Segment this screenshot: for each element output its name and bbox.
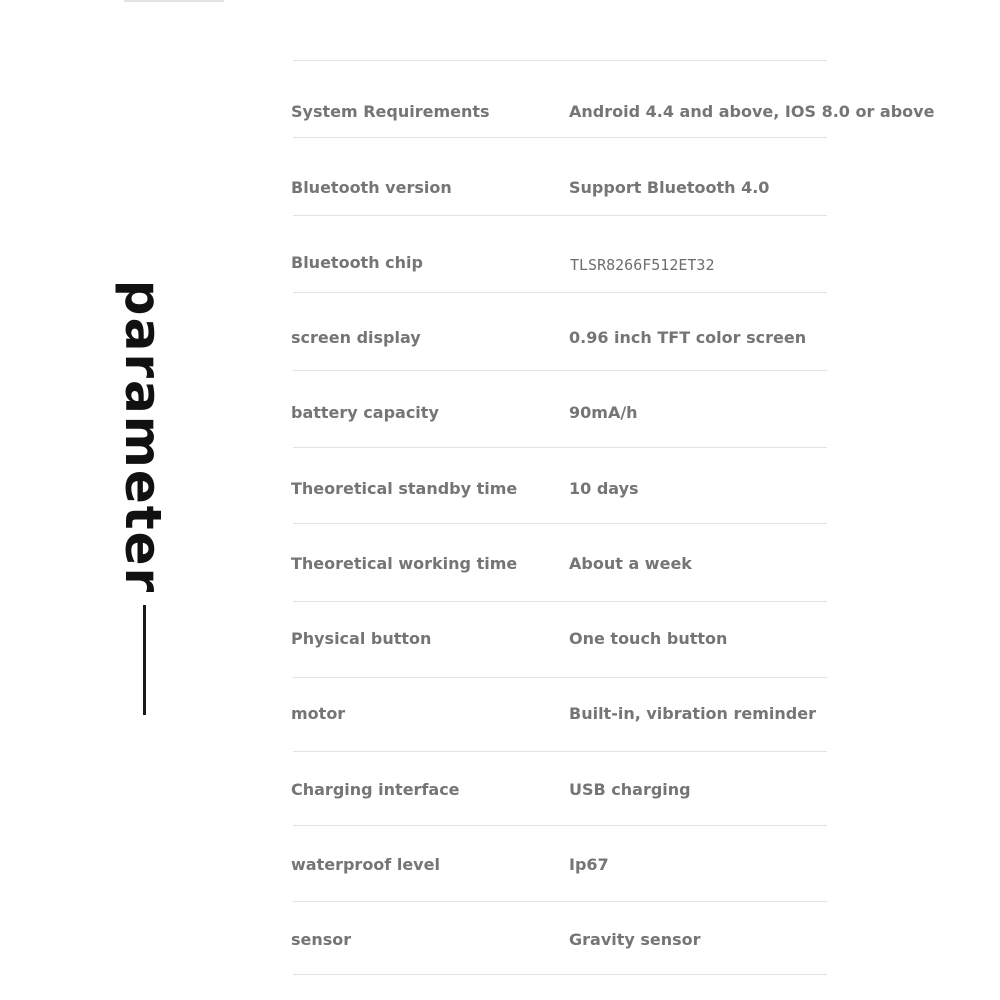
table-row <box>0 326 1000 350</box>
param-value: About a week <box>569 554 692 573</box>
top-divider <box>124 0 224 2</box>
table-row <box>0 100 1000 124</box>
table-divider <box>293 523 827 524</box>
param-value: USB charging <box>569 780 691 799</box>
table-row <box>0 176 1000 200</box>
table-row <box>0 477 1000 501</box>
param-label: screen display <box>291 328 421 347</box>
section-title-bar <box>143 605 146 715</box>
table-divider <box>293 447 827 448</box>
param-value: Android 4.4 and above, IOS 8.0 or above <box>569 102 935 121</box>
section-title: parameter <box>114 279 172 595</box>
table-divider <box>293 677 827 678</box>
param-value: TLSR8266F512ET32 <box>570 256 715 274</box>
table-divider <box>293 137 827 138</box>
param-value: Gravity sensor <box>569 930 701 949</box>
table-divider <box>293 215 827 216</box>
param-label: Theoretical working time <box>291 554 518 573</box>
table-row <box>0 853 1000 877</box>
param-value: 0.96 inch TFT color screen <box>569 328 807 347</box>
table-divider <box>293 292 827 293</box>
table-divider <box>293 974 827 975</box>
param-value: 90mA/h <box>569 403 638 422</box>
table-divider <box>293 370 827 371</box>
param-label: Bluetooth version <box>291 178 452 197</box>
table-row <box>0 928 1000 952</box>
param-label: Physical button <box>291 629 432 648</box>
table-divider <box>293 825 827 826</box>
param-value: Ip67 <box>569 855 609 874</box>
param-label: waterproof level <box>291 855 440 874</box>
table-divider <box>293 601 827 602</box>
param-value: One touch button <box>569 629 728 648</box>
table-divider <box>293 751 827 752</box>
table-row <box>0 552 1000 576</box>
param-label: Theoretical standby time <box>291 479 518 498</box>
param-label: Bluetooth chip <box>291 253 423 272</box>
param-label: Charging interface <box>291 780 460 799</box>
table-row <box>0 778 1000 802</box>
table-row <box>0 627 1000 651</box>
table-row <box>0 251 1000 275</box>
table-divider <box>293 901 827 902</box>
table-row <box>0 702 1000 726</box>
param-value: Support Bluetooth 4.0 <box>569 178 770 197</box>
table-divider <box>293 60 827 61</box>
param-label: System Requirements <box>291 102 490 121</box>
param-value: 10 days <box>569 479 639 498</box>
table-row <box>0 401 1000 425</box>
param-label: sensor <box>291 930 352 949</box>
param-label: motor <box>291 704 346 723</box>
param-value: Built-in, vibration reminder <box>569 704 816 723</box>
param-label: battery capacity <box>291 403 439 422</box>
